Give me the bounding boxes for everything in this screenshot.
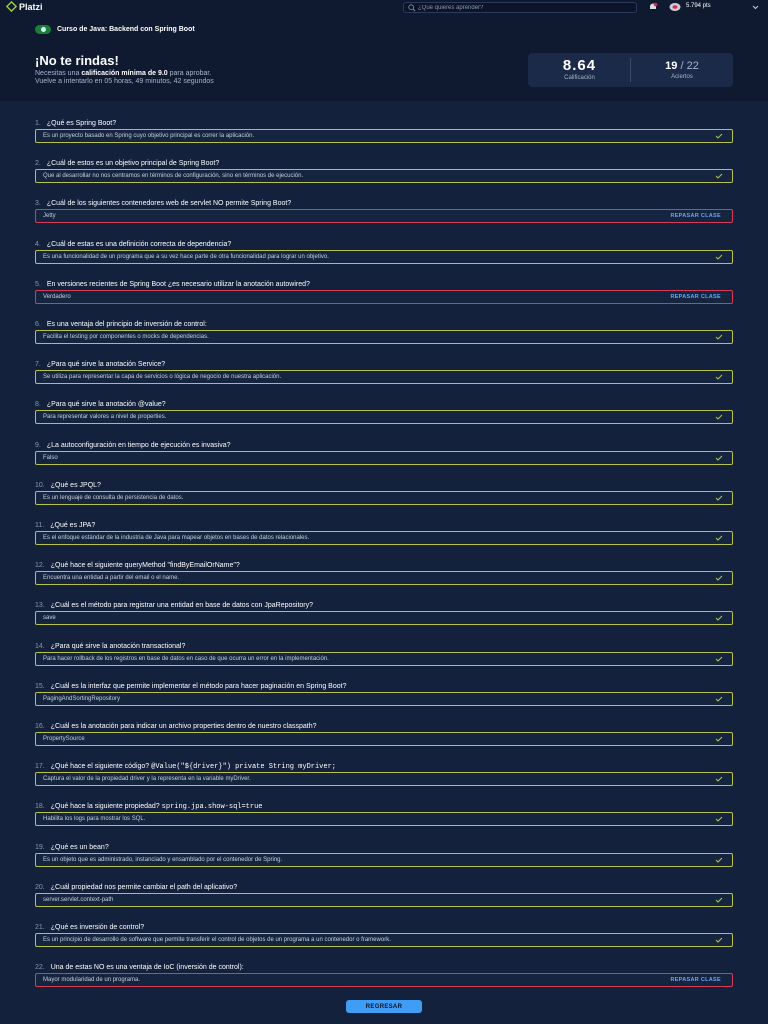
answer-box-correct — [35, 853, 733, 867]
answer-box-correct — [35, 692, 733, 706]
results-header — [0, 15, 768, 101]
answer-box-correct — [35, 129, 733, 143]
check-icon — [715, 816, 723, 822]
answer-box-correct — [35, 732, 733, 746]
question-item — [35, 481, 733, 501]
check-icon — [715, 374, 723, 380]
question-item — [35, 521, 733, 541]
question-number: 11. — [35, 522, 45, 529]
search-box[interactable] — [403, 2, 637, 13]
question-text — [35, 199, 733, 209]
answer-text: Para representar valores a nivel de properties. — [43, 414, 167, 420]
question-number: 8. — [35, 401, 41, 408]
check-icon — [715, 857, 723, 863]
question-item — [35, 561, 733, 581]
question-text — [35, 159, 733, 169]
question-item — [35, 400, 733, 420]
answer-text: save — [43, 615, 56, 621]
answer-text: Es un proyecto basado en Spring cuyo objetivo principal es correr la aplicación. — [43, 133, 255, 139]
question-number: 14. — [35, 643, 45, 650]
check-icon — [715, 173, 723, 179]
question-label: ¿Qué hace el siguiente queryMethod "findByEmailOrName"? — [50, 562, 240, 569]
question-text — [35, 360, 733, 370]
answer-text: server.servlet.context-path — [43, 897, 114, 903]
answer-text: Falso — [43, 455, 58, 461]
check-icon — [715, 575, 723, 581]
answer-text: Se utiliza para representar la capa de servicios o lógica de negocio de nuestra aplicación. — [43, 374, 282, 380]
answer-text: Facilita el testing por componentes o mocks de dependencias. — [43, 334, 209, 340]
answer-box-wrong — [35, 290, 733, 304]
answer-box-correct — [35, 652, 733, 666]
answer-box-wrong — [35, 973, 733, 987]
answer-text: Es una funcionalidad de un programa que a su vez hace parte de otra funcionalidad para lograr un objetivo. — [43, 254, 329, 260]
answer-text: Es un objeto que es administrado, instanciado y ensamblado por el contenedor de Spring. — [43, 857, 283, 863]
question-number: 17. — [35, 763, 45, 770]
platzi-logo-text: Platzi — [19, 1, 43, 12]
question-number: 5. — [35, 281, 41, 288]
answer-text: PagingAndSortingRepository — [43, 696, 121, 702]
question-item — [35, 762, 733, 782]
question-number: 1. — [35, 120, 41, 127]
question-label: Una de estas NO es una ventaja de IoC (inversión de control): — [50, 964, 244, 971]
check-icon — [715, 535, 723, 541]
answer-box-wrong — [35, 209, 733, 223]
question-label: ¿Para qué sirve la anotación Service? — [46, 361, 166, 368]
answer-text: Es un principio de desarrollo de software que permite transferir el control de objetos de un programa a un contenedor o framework. — [43, 937, 391, 943]
answer-text: Es un lenguaje de consulta de persistencia de datos. — [43, 495, 184, 501]
question-text — [35, 923, 733, 933]
question-text — [35, 722, 733, 732]
question-number: 22. — [35, 964, 45, 971]
check-icon — [715, 414, 723, 420]
check-icon — [715, 133, 723, 139]
min-score-message: Necesitas una calificación mínima de 9.0 para aprobar. — [35, 70, 212, 77]
check-icon — [715, 937, 723, 943]
question-item — [35, 280, 733, 300]
course-badge-icon — [35, 25, 51, 34]
answer-text: Captura el valor de la propiedad driver y la representa en la variable myDriver. — [43, 776, 251, 782]
question-label: ¿Cuál de estas es una definición correcta de dependencia? — [46, 241, 232, 248]
check-icon — [715, 615, 723, 621]
question-item — [35, 360, 733, 380]
answer-text: Mayor modularidad de un programa. — [43, 977, 141, 983]
answer-text: PropertySource — [43, 736, 85, 742]
review-class-link[interactable]: REPASAR CLASE — [670, 977, 721, 983]
check-icon — [715, 897, 723, 903]
question-number: 10. — [35, 482, 45, 489]
question-number: 13. — [35, 602, 45, 609]
question-text — [35, 521, 733, 531]
answer-box-correct — [35, 933, 733, 947]
question-item — [35, 682, 733, 702]
score-value: 8.64 — [562, 57, 597, 74]
retry-countdown: Vuelve a intentarlo en 05 horas, 49 minutos, 42 segundos — [35, 78, 214, 85]
question-text — [35, 802, 733, 812]
question-text — [35, 682, 733, 692]
question-label: ¿Cuál es la interfaz que permite implementar el método para hacer paginación en Spring Boot? — [50, 683, 347, 690]
check-icon — [715, 656, 723, 662]
question-label: Es una ventaja del principio de inversión de control: — [46, 321, 207, 328]
question-label: En versiones recientes de Spring Boot ¿es necesario utilizar la anotación autowired? — [46, 281, 310, 288]
answer-text: Que al desarrollar no nos centramos en términos de configuración, sino en términos de ejecución. — [43, 173, 304, 179]
question-item — [35, 722, 733, 742]
question-item — [35, 240, 733, 260]
check-icon — [715, 254, 723, 260]
question-label: ¿Qué es Spring Boot? — [46, 120, 117, 127]
question-number: 20. — [35, 884, 45, 891]
question-number: 19. — [35, 844, 45, 851]
question-number: 3. — [35, 200, 41, 207]
chevron-down-icon[interactable] — [752, 4, 759, 10]
question-item — [35, 963, 733, 983]
question-item — [35, 883, 733, 903]
page-title: ¡No te rindas! — [35, 53, 119, 68]
question-text — [35, 963, 733, 973]
question-label: ¿La autoconfiguración en tiempo de ejecución es invasiva? — [46, 442, 231, 449]
question-item — [35, 642, 733, 662]
question-label: ¿Qué es JPQL? — [50, 482, 101, 489]
answer-text: Encuentra una entidad a partir del email o el name. — [43, 575, 180, 581]
answer-text: Habilita los logs para mostrar los SQL. — [43, 816, 146, 822]
check-icon — [715, 334, 723, 340]
notifications-icon[interactable] — [648, 2, 658, 12]
question-item — [35, 320, 733, 340]
question-number: 6. — [35, 321, 41, 328]
question-label: ¿Qué es inversión de control? — [50, 924, 145, 931]
back-button[interactable]: REGRESAR — [346, 1000, 422, 1013]
question-text — [35, 561, 733, 571]
answer-box-correct — [35, 330, 733, 344]
score-card — [528, 53, 733, 87]
check-icon — [715, 776, 723, 782]
points-value: 5.794 pts — [686, 3, 711, 9]
question-number: 21. — [35, 924, 45, 931]
question-label: ¿Qué hace el siguiente código? — [50, 763, 150, 770]
hits-value: 19 / 22 — [665, 60, 699, 72]
platzi-logo-icon — [6, 1, 17, 12]
review-class-link[interactable]: REPASAR CLASE — [670, 294, 721, 300]
search-input[interactable] — [418, 5, 636, 11]
answer-box-correct — [35, 491, 733, 505]
review-class-link[interactable]: REPASAR CLASE — [670, 213, 721, 219]
check-icon — [715, 696, 723, 702]
check-icon — [715, 495, 723, 501]
search-icon — [408, 4, 416, 12]
question-label: ¿Qué es JPA? — [50, 522, 96, 529]
check-icon — [715, 736, 723, 742]
answer-box-correct — [35, 531, 733, 545]
question-text — [35, 883, 733, 893]
question-number: 7. — [35, 361, 41, 368]
question-text — [35, 280, 733, 290]
question-number: 2. — [35, 160, 41, 167]
question-item — [35, 159, 733, 179]
question-text — [35, 762, 733, 772]
answer-box-correct — [35, 571, 733, 585]
question-item — [35, 119, 733, 139]
question-label: ¿Qué hace la siguiente propiedad? — [50, 803, 160, 810]
answer-box-correct — [35, 772, 733, 786]
hits-label: Aciertos — [671, 74, 693, 80]
question-number: 15. — [35, 683, 45, 690]
question-text — [35, 240, 733, 250]
question-label: ¿Cuál de estos es un objetivo principal de Spring Boot? — [46, 160, 220, 167]
question-number: 4. — [35, 241, 41, 248]
question-text — [35, 601, 733, 611]
question-label: ¿Cuál propiedad nos permite cambiar el path del aplicativo? — [50, 884, 238, 891]
points-icon — [669, 2, 681, 12]
question-label: ¿Cuál es el método para registrar una entidad en base de datos con JpaRepository? — [50, 602, 314, 609]
question-label: ¿Cuál es la anotación para indicar un archivo properties dentro de nuestro classpath? — [50, 723, 317, 730]
question-item — [35, 923, 733, 943]
question-text — [35, 642, 733, 652]
question-label: ¿Para qué sirve la anotación transactional? — [50, 643, 186, 650]
answer-box-correct — [35, 250, 733, 264]
question-label: ¿Para qué sirve la anotación @value? — [46, 401, 166, 408]
question-number: 16. — [35, 723, 45, 730]
score-label: Calificación — [564, 75, 595, 81]
question-text — [35, 320, 733, 330]
answer-box-correct — [35, 169, 733, 183]
answer-text: Verdadero — [43, 294, 71, 300]
answer-box-correct — [35, 370, 733, 384]
answer-text: Es el enfoque estándar de la industria de Java para mapear objetos en bases de datos relacionales. — [43, 535, 310, 541]
answer-box-correct — [35, 812, 733, 826]
question-item — [35, 843, 733, 863]
question-text — [35, 400, 733, 410]
answer-box-correct — [35, 893, 733, 907]
question-item — [35, 199, 733, 219]
question-text — [35, 843, 733, 853]
course-info[interactable] — [35, 25, 195, 34]
answer-text: Para hacer rollback de los registros en base de datos en caso de que ocurra un error en la implementación. — [43, 656, 329, 662]
top-navbar — [0, 0, 768, 15]
answer-box-correct — [35, 451, 733, 465]
platzi-logo[interactable] — [6, 1, 43, 12]
question-item — [35, 601, 733, 621]
answer-box-correct — [35, 410, 733, 424]
question-label: ¿Qué es un bean? — [50, 844, 109, 851]
question-text — [35, 441, 733, 451]
question-code: @Value("${driver}") private String myDriver; — [151, 763, 336, 771]
question-code: spring.jpa.show-sql=true — [161, 803, 263, 811]
question-item — [35, 441, 733, 461]
check-icon — [715, 455, 723, 461]
question-text — [35, 119, 733, 129]
question-text — [35, 481, 733, 491]
question-label: ¿Cuál de los siguientes contenedores web de servlet NO permite Spring Boot? — [46, 200, 292, 207]
question-number: 12. — [35, 562, 45, 569]
question-number: 18. — [35, 803, 45, 810]
question-item — [35, 802, 733, 822]
course-title: Curso de Java: Backend con Spring Boot — [57, 26, 195, 33]
question-number: 9. — [35, 442, 41, 449]
answer-text: Jetty — [43, 213, 56, 219]
answer-box-correct — [35, 611, 733, 625]
